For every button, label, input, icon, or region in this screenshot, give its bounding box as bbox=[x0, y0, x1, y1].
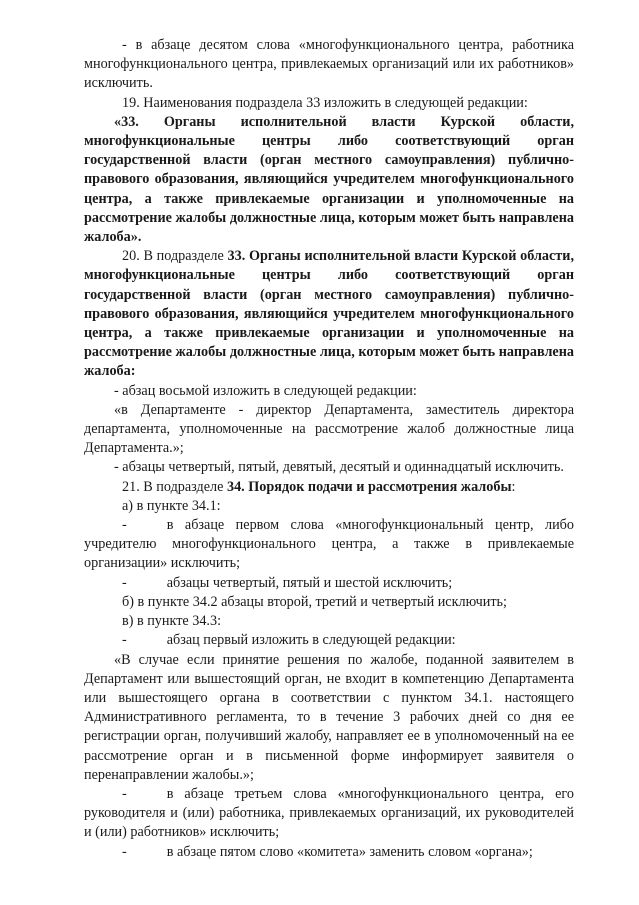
dash-1-text: в абзаце первом слова «многофункциональный центр, либо учредителю многофункционального центра, а также в привлекаемые организации» исключить; bbox=[84, 517, 574, 572]
paragraph-item-20 bbox=[84, 247, 574, 381]
paragraph-subitem-v: в) в пункте 34.3: bbox=[122, 613, 222, 630]
item-21-bold: 34. Порядок подачи и рассмотрения жалобы bbox=[226, 478, 512, 495]
paragraph-dash-2 bbox=[84, 574, 574, 593]
item-20-bold: 33. Органы исполнительной власти Курской области, многофункциональные центры либо соответствующий орган государственной власти (орган местного самоуправления) публично-правового образования, являющийся учредителем многофункционального центра, а также привлекаемые организации и уполномоченные на рассмотрение жалобы должностные лица, которым может быть направлена жалоба: bbox=[84, 248, 574, 380]
dash-4-text: в абзаце третьем слова «многофункционального центра, его руководителя и (или) работника, привлекаемых организаций, их руководителей и (или) работников» исключить; bbox=[84, 785, 574, 841]
paragraph-dash-4 bbox=[84, 785, 574, 843]
dash-marker: - bbox=[122, 574, 127, 591]
paragraph-section-33-title: «33. Органы исполнительной власти Курской области, многофункциональные центры либо соответствующий орган государственной власти (орган местного самоуправления) публично-правового образования, являющийся учредителем многофункционального центра, а также привлекаемые организации и уполномоченные на рассмотрение жалобы должностные лица, которым может быть направлена жалоба». bbox=[84, 113, 574, 246]
paragraph-quote-34-3: «В случае если принятие решения по жалобе, поданной заявителем в Департамент или вышестоящий орган, не входит в компетенцию Департамента или вышестоящего органа в соответствии с пунктом 34.1. настоящего Административного регламента, то в течение 3 рабочих дней со дня ее регистрации орган, получивший жалобу, направляет ее в уполномоченный на ее рассмотрение орган и в письменной форме информирует заявителя о перенаправлении жалобы.»; bbox=[84, 651, 574, 783]
paragraph-abzac-8: - абзац восьмой изложить в следующей редакции: bbox=[114, 382, 417, 399]
paragraph-quote-department: «в Департаменте - директор Департамента, заместитель директора департамента, уполномоченные на рассмотрение жалоб должностные лица Департамента.»; bbox=[84, 401, 574, 457]
document-page bbox=[84, 36, 574, 862]
item-20-lead: 20. В подразделе bbox=[122, 248, 228, 265]
paragraph-exclude-abzacy: - абзацы четвертый, пятый, девятый, десятый и одиннадцатый исключить. bbox=[114, 459, 564, 476]
paragraph-dash-5 bbox=[84, 843, 574, 862]
paragraph-subitem-b: б) в пункте 34.2 абзацы второй, третий и четвертый исключить; bbox=[122, 593, 507, 610]
item-21-tail: : bbox=[511, 478, 516, 495]
paragraph-1: - в абзаце десятом слова «многофункционального центра, работника многофункционального центра, привлекаемых организаций или их работников» исключить. bbox=[84, 37, 574, 92]
paragraph-item-21 bbox=[84, 478, 574, 497]
dash-5-text: в абзаце пятом слово «комитета» заменить словом «органа»; bbox=[166, 843, 533, 860]
dash-2-text: абзацы четвертый, пятый и шестой исключить; bbox=[166, 574, 453, 591]
dash-3-text: абзац первый изложить в следующей редакции: bbox=[166, 632, 456, 649]
dash-marker: - bbox=[122, 517, 127, 534]
dash-marker: - bbox=[122, 843, 127, 860]
item-21-lead: 21. В подразделе bbox=[122, 478, 227, 495]
dash-marker: - bbox=[122, 785, 127, 802]
dash-marker: - bbox=[122, 632, 127, 649]
paragraph-dash-1 bbox=[84, 516, 574, 574]
paragraph-item-19: 19. Наименования подраздела 33 изложить в следующей редакции: bbox=[122, 94, 528, 111]
paragraph-subitem-a: а) в пункте 34.1: bbox=[122, 497, 221, 514]
paragraph-dash-3 bbox=[84, 631, 574, 650]
